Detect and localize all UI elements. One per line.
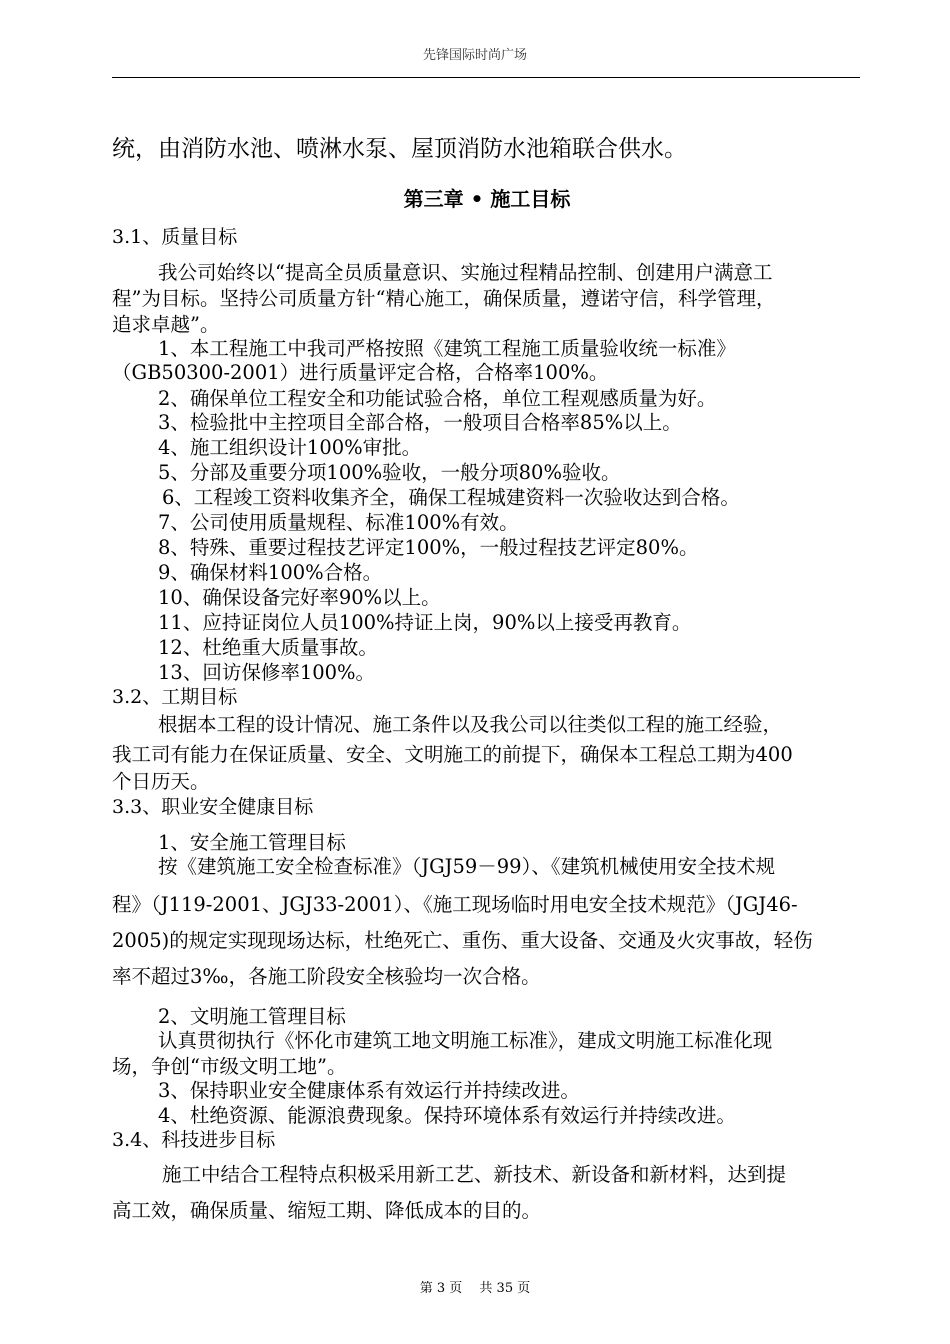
paragraph-line: 场，争创“市级文明工地”。 — [112, 1055, 347, 1078]
paragraph-line: 根据本工程的设计情况、施工条件以及我公司以往类似工程的施工经验， — [158, 713, 783, 736]
list-item: 6、工程竣工资料收集齐全，确保工程城建资料一次验收达到合格。 — [162, 486, 740, 509]
paragraph-line: 率不超过3‰，各施工阶段安全核验均一次合格。 — [112, 965, 541, 988]
section-heading: 3.2、工期目标 — [112, 686, 238, 708]
chapter-title: 第三章 • 施工目标 — [403, 187, 571, 211]
paragraph-line: 按《建筑施工安全检查标准》（JGJ59－99）、《建筑机械使用安全技术规 — [158, 855, 776, 878]
list-item: 10、确保设备完好率90%以上。 — [158, 586, 441, 609]
paragraph-line: 个日历天。 — [112, 770, 210, 793]
paragraph-line: （GB50300-2001）进行质量评定合格，合格率100%。 — [112, 361, 609, 384]
list-item: 5、分部及重要分项100%验收，一般分项80%验收。 — [158, 461, 621, 484]
list-item: 1、安全施工管理目标 — [158, 831, 346, 854]
list-item: 1、本工程施工中我司严格按照《建筑工程施工质量验收统一标准》 — [158, 337, 736, 360]
paragraph-line: 追求卓越”。 — [112, 313, 220, 336]
list-item: 8、特殊、重要过程技艺评定100%，一般过程技艺评定80%。 — [158, 536, 699, 559]
header-divider — [112, 77, 860, 78]
list-item: 12、杜绝重大质量事故。 — [158, 636, 378, 659]
paragraph-line: 程”为目标。坚持公司质量方针“精心施工，确保质量，遵诺守信，科学管理， — [112, 287, 776, 310]
paragraph-line: 高工效，确保质量、缩短工期、降低成本的目的。 — [112, 1199, 542, 1222]
list-item: 9、确保材料100%合格。 — [158, 561, 383, 584]
list-item: 3、保持职业安全健康体系有效运行并持续改进。 — [158, 1079, 580, 1102]
list-item: 2、确保单位工程安全和功能试验合格，单位工程观感质量为好。 — [158, 387, 717, 410]
list-item: 11、应持证岗位人员100%持证上岗，90%以上接受再教育。 — [158, 611, 692, 634]
paragraph-line: 程》（J119-2001、JGJ33-2001）、《施工现场临时用电安全技术规范》（JGJ46- — [112, 893, 798, 916]
paragraph-line: 我公司始终以“提高全员质量意识、实施过程精品控制、创建用户满意工 — [158, 261, 773, 284]
paragraph-line: 我工司有能力在保证质量、安全、文明施工的前提下，确保本工程总工期为400 — [112, 743, 793, 766]
list-item: 2、文明施工管理目标 — [158, 1005, 346, 1028]
paragraph-line: 统，由消防水池、喷淋水泵、屋顶消防水池箱联合供水。 — [112, 136, 687, 162]
list-item: 4、杜绝资源、能源浪费现象。保持环境体系有效运行并持续改进。 — [158, 1104, 736, 1127]
page-number: 第 3 页 共 35 页 — [419, 1281, 531, 1296]
list-item: 3、检验批中主控项目全部合格，一般项目合格率85%以上。 — [158, 411, 682, 434]
page-header-title: 先锋国际时尚广场 — [422, 48, 527, 63]
list-item: 7、公司使用质量规程、标准100%有效。 — [158, 511, 519, 534]
paragraph-line: 2005)的规定实现现场达标，杜绝死亡、重伤、重大设备、交通及火灾事故，轻伤 — [112, 929, 813, 952]
list-item: 4、施工组织设计100%审批。 — [158, 436, 422, 459]
list-item: 13、回访保修率100%。 — [158, 661, 376, 684]
paragraph-line: 认真贯彻执行《怀化市建筑工地文明施工标准》，建成文明施工标准化现 — [158, 1029, 773, 1052]
section-heading: 3.4、科技进步目标 — [112, 1129, 276, 1151]
section-heading: 3.1、质量目标 — [112, 226, 238, 248]
paragraph-line: 施工中结合工程特点积极采用新工艺、新技术、新设备和新材料，达到提 — [162, 1163, 787, 1186]
section-heading: 3.3、职业安全健康目标 — [112, 796, 314, 818]
